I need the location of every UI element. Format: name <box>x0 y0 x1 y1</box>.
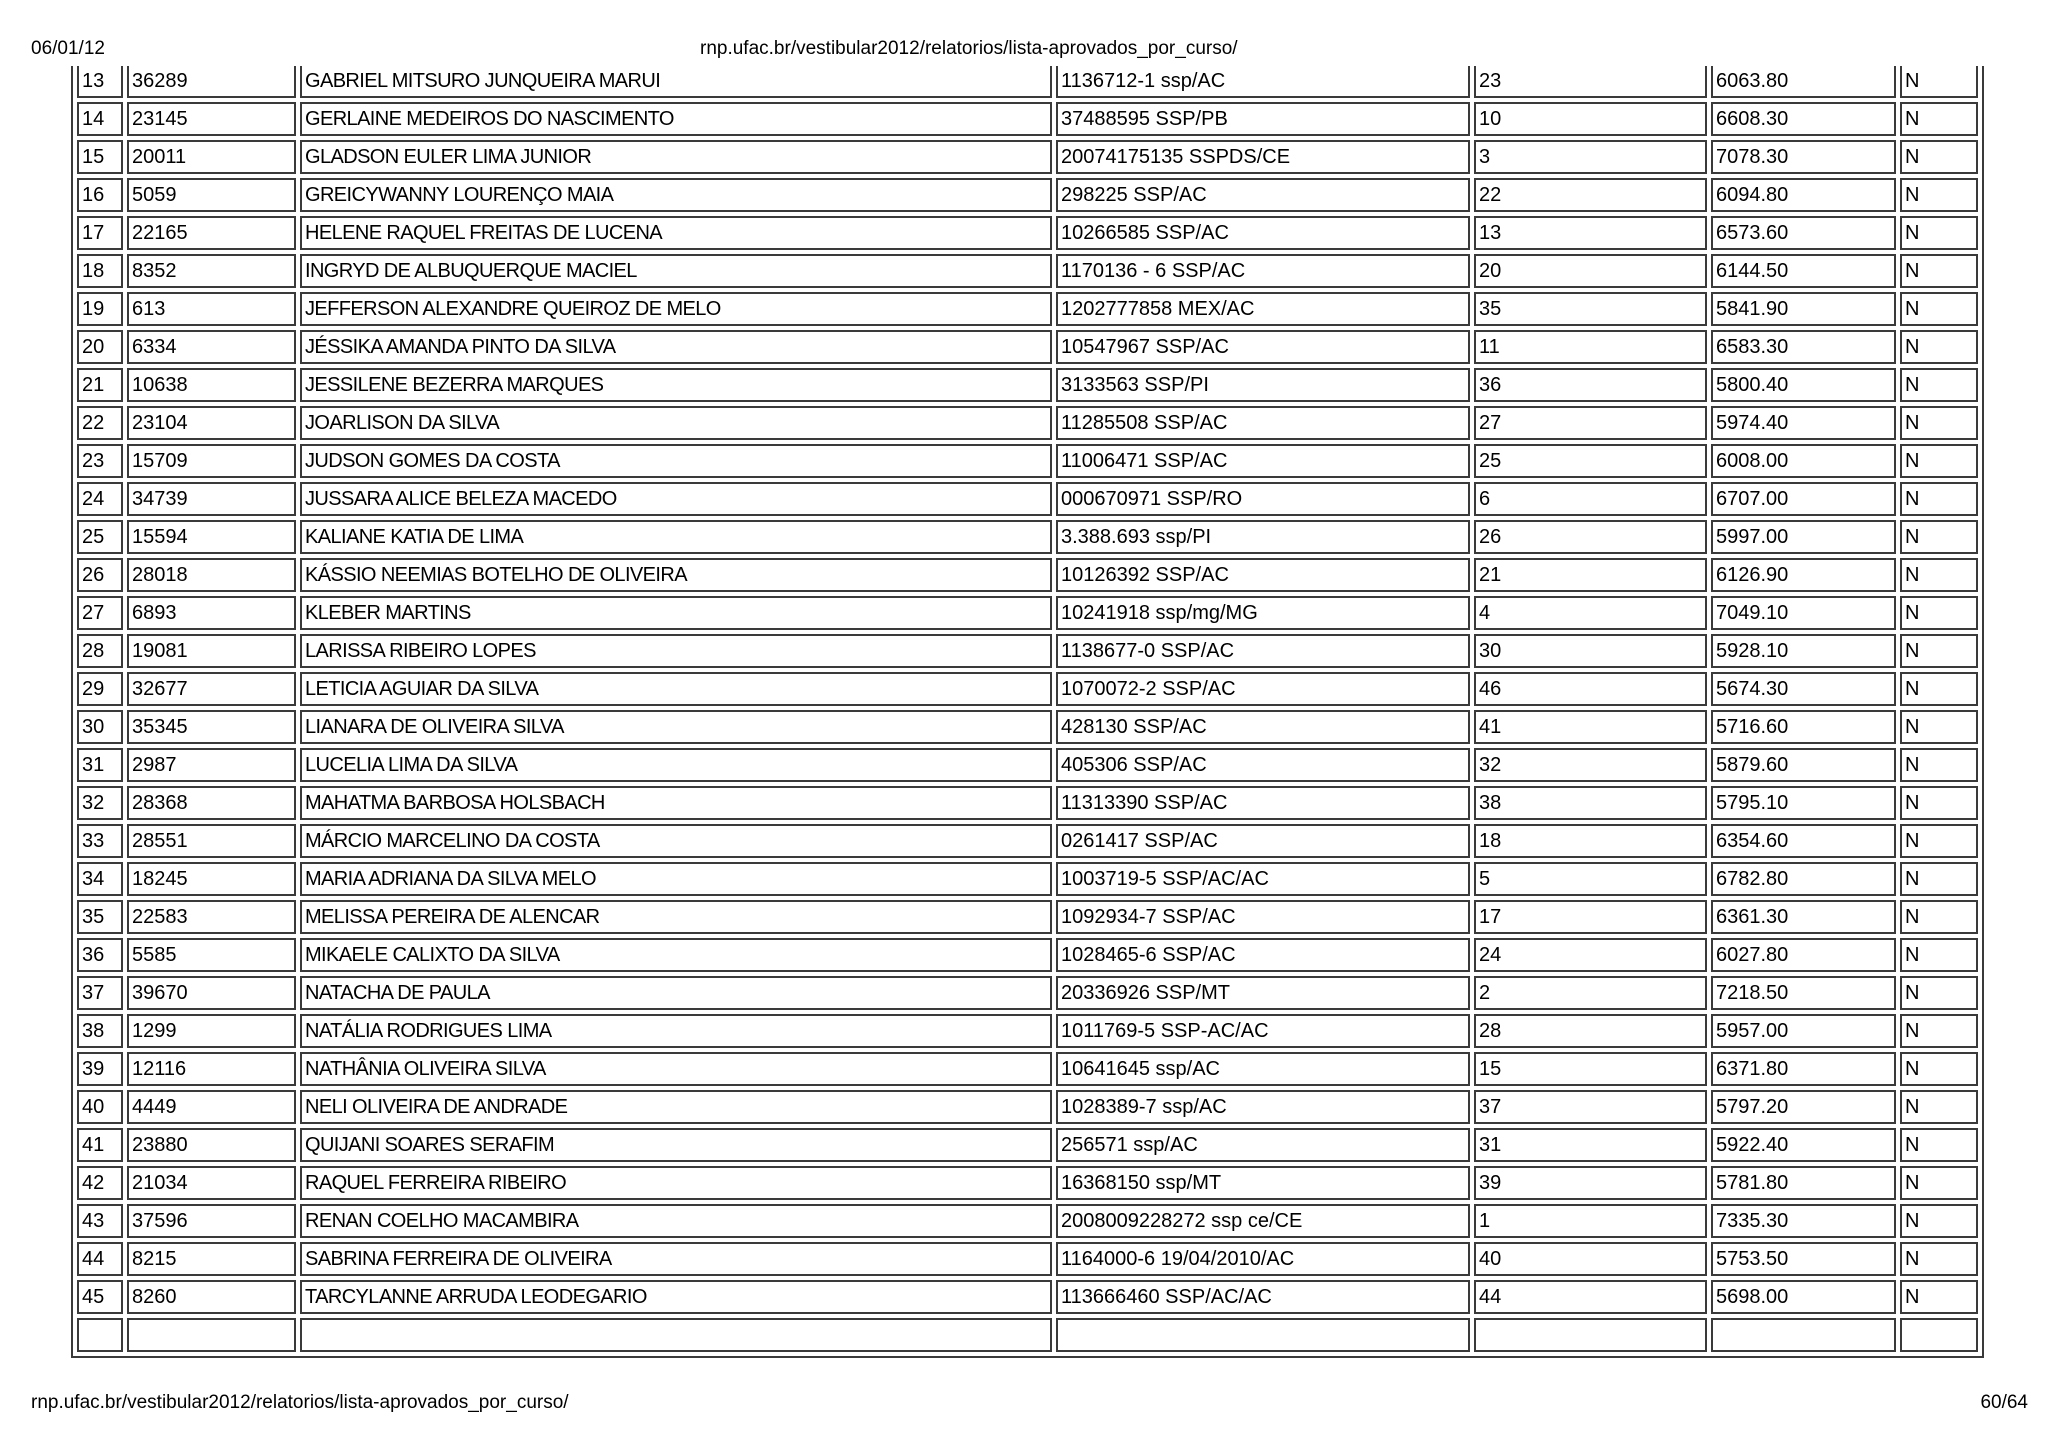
cell-registration: 18245 <box>127 862 296 896</box>
cell-document: 1003719-5 SSP/AC/AC <box>1056 862 1470 896</box>
cell-registration: 4449 <box>127 1090 296 1124</box>
cell-position: 25 <box>77 520 123 554</box>
cell-document: 428130 SSP/AC <box>1056 710 1470 744</box>
cell-position: 43 <box>77 1204 123 1238</box>
cell-position: 35 <box>77 900 123 934</box>
cell-score: 5753.50 <box>1711 1242 1896 1276</box>
cell-registration: 8260 <box>127 1280 296 1314</box>
cell-flag: N <box>1900 1166 1978 1200</box>
cell-name: MELISSA PEREIRA DE ALENCAR <box>300 900 1052 934</box>
cell-position: 44 <box>77 1242 123 1276</box>
cell-position: 30 <box>77 710 123 744</box>
cell-flag: N <box>1900 1090 1978 1124</box>
cell-position: 34 <box>77 862 123 896</box>
cell-document: 1092934-7 SSP/AC <box>1056 900 1470 934</box>
cell-score: 5781.80 <box>1711 1166 1896 1200</box>
cell-flag: N <box>1900 482 1978 516</box>
cell-flag: N <box>1900 1242 1978 1276</box>
cell-score: 6094.80 <box>1711 178 1896 212</box>
cell-position: 17 <box>77 216 123 250</box>
cell-flag: N <box>1900 710 1978 744</box>
print-date: 06/01/12 <box>31 38 105 59</box>
cell-name <box>300 1318 1052 1352</box>
cell-score: 6707.00 <box>1711 482 1896 516</box>
cell-name: HELENE RAQUEL FREITAS DE LUCENA <box>300 216 1052 250</box>
cell-flag: N <box>1900 862 1978 896</box>
cell-document: 1202777858 MEX/AC <box>1056 292 1470 326</box>
cell-flag <box>1900 1318 1978 1352</box>
cell-registration: 2987 <box>127 748 296 782</box>
cell-position: 29 <box>77 672 123 706</box>
cell-document: 1028389-7 ssp/AC <box>1056 1090 1470 1124</box>
cell-document: 16368150 ssp/MT <box>1056 1166 1470 1200</box>
header-url: rnp.ufac.br/vestibular2012/relatorios/lista-aprovados_por_curso/ <box>700 38 1238 59</box>
cell-document: 10266585 SSP/AC <box>1056 216 1470 250</box>
table-row <box>77 102 1978 136</box>
cell-position: 20 <box>77 330 123 364</box>
table-row <box>77 1090 1978 1124</box>
cell-document: 113666460 SSP/AC/AC <box>1056 1280 1470 1314</box>
cell-registration: 15594 <box>127 520 296 554</box>
cell-document: 1136712-1 ssp/AC <box>1056 66 1470 98</box>
cell-document: 20336926 SSP/MT <box>1056 976 1470 1010</box>
cell-flag: N <box>1900 406 1978 440</box>
cell-document: 2008009228272 ssp ce/CE <box>1056 1204 1470 1238</box>
cell-name: RENAN COELHO MACAMBIRA <box>300 1204 1052 1238</box>
cell-flag: N <box>1900 1014 1978 1048</box>
cell-registration: 37596 <box>127 1204 296 1238</box>
cell-name: GABRIEL MITSURO JUNQUEIRA MARUI <box>300 66 1052 98</box>
cell-rank: 44 <box>1474 1280 1707 1314</box>
cell-document: 10641645 ssp/AC <box>1056 1052 1470 1086</box>
table-row <box>77 710 1978 744</box>
cell-document: 0261417 SSP/AC <box>1056 824 1470 858</box>
cell-rank: 32 <box>1474 748 1707 782</box>
cell-score: 5797.20 <box>1711 1090 1896 1124</box>
cell-document: 37488595 SSP/PB <box>1056 102 1470 136</box>
cell-registration: 23145 <box>127 102 296 136</box>
cell-name: JÉSSIKA AMANDA PINTO DA SILVA <box>300 330 1052 364</box>
table-row <box>77 254 1978 288</box>
cell-registration: 5585 <box>127 938 296 972</box>
cell-flag: N <box>1900 748 1978 782</box>
table-row <box>77 1014 1978 1048</box>
cell-position: 24 <box>77 482 123 516</box>
cell-rank: 26 <box>1474 520 1707 554</box>
cell-name: SABRINA FERREIRA DE OLIVEIRA <box>300 1242 1052 1276</box>
table-row <box>77 1052 1978 1086</box>
cell-registration: 8215 <box>127 1242 296 1276</box>
cell-name: LETICIA AGUIAR DA SILVA <box>300 672 1052 706</box>
cell-score: 6144.50 <box>1711 254 1896 288</box>
cell-rank: 22 <box>1474 178 1707 212</box>
cell-flag: N <box>1900 140 1978 174</box>
cell-score: 7078.30 <box>1711 140 1896 174</box>
cell-name: NATÁLIA RODRIGUES LIMA <box>300 1014 1052 1048</box>
cell-registration: 22165 <box>127 216 296 250</box>
cell-rank: 1 <box>1474 1204 1707 1238</box>
cell-rank: 5 <box>1474 862 1707 896</box>
cell-score: 6782.80 <box>1711 862 1896 896</box>
cell-name: INGRYD DE ALBUQUERQUE MACIEL <box>300 254 1052 288</box>
cell-position: 23 <box>77 444 123 478</box>
cell-name: JUSSARA ALICE BELEZA MACEDO <box>300 482 1052 516</box>
cell-score: 5841.90 <box>1711 292 1896 326</box>
cell-flag: N <box>1900 368 1978 402</box>
cell-registration: 35345 <box>127 710 296 744</box>
cell-flag: N <box>1900 102 1978 136</box>
cell-position: 40 <box>77 1090 123 1124</box>
cell-score: 7049.10 <box>1711 596 1896 630</box>
table-row <box>77 824 1978 858</box>
cell-position: 28 <box>77 634 123 668</box>
cell-rank: 3 <box>1474 140 1707 174</box>
cell-rank: 27 <box>1474 406 1707 440</box>
cell-name: KÁSSIO NEEMIAS BOTELHO DE OLIVEIRA <box>300 558 1052 592</box>
cell-flag: N <box>1900 558 1978 592</box>
cell-score: 6027.80 <box>1711 938 1896 972</box>
cell-registration: 39670 <box>127 976 296 1010</box>
cell-document: 11006471 SSP/AC <box>1056 444 1470 478</box>
cell-position: 19 <box>77 292 123 326</box>
table-row <box>77 140 1978 174</box>
table-row <box>77 1166 1978 1200</box>
cell-name: MIKAELE CALIXTO DA SILVA <box>300 938 1052 972</box>
cell-flag: N <box>1900 1052 1978 1086</box>
cell-name: JEFFERSON ALEXANDRE QUEIROZ DE MELO <box>300 292 1052 326</box>
cell-document: 10547967 SSP/AC <box>1056 330 1470 364</box>
cell-position: 15 <box>77 140 123 174</box>
cell-document: 11285508 SSP/AC <box>1056 406 1470 440</box>
cell-name: GREICYWANNY LOURENÇO MAIA <box>300 178 1052 212</box>
cell-rank: 15 <box>1474 1052 1707 1086</box>
cell-registration: 12116 <box>127 1052 296 1086</box>
table-row <box>77 482 1978 516</box>
cell-score: 5795.10 <box>1711 786 1896 820</box>
cell-flag: N <box>1900 976 1978 1010</box>
cell-score: 5879.60 <box>1711 748 1896 782</box>
cell-score: 5928.10 <box>1711 634 1896 668</box>
cell-name: MARIA ADRIANA DA SILVA MELO <box>300 862 1052 896</box>
table-row <box>77 900 1978 934</box>
cell-registration: 22583 <box>127 900 296 934</box>
cell-document: 3133563 SSP/PI <box>1056 368 1470 402</box>
cell-document: 11313390 SSP/AC <box>1056 786 1470 820</box>
cell-registration: 8352 <box>127 254 296 288</box>
cell-rank: 38 <box>1474 786 1707 820</box>
cell-score <box>1711 1318 1896 1352</box>
cell-position: 38 <box>77 1014 123 1048</box>
cell-score: 5674.30 <box>1711 672 1896 706</box>
cell-name: LUCELIA LIMA DA SILVA <box>300 748 1052 782</box>
table-row <box>77 672 1978 706</box>
cell-score: 5698.00 <box>1711 1280 1896 1314</box>
cell-registration: 28018 <box>127 558 296 592</box>
cell-name: QUIJANI SOARES SERAFIM <box>300 1128 1052 1162</box>
cell-document: 405306 SSP/AC <box>1056 748 1470 782</box>
table-row <box>77 596 1978 630</box>
cell-name: GLADSON EULER LIMA JUNIOR <box>300 140 1052 174</box>
cell-position: 13 <box>77 66 123 98</box>
cell-name: JESSILENE BEZERRA MARQUES <box>300 368 1052 402</box>
cell-name: KALIANE KATIA DE LIMA <box>300 520 1052 554</box>
cell-position: 45 <box>77 1280 123 1314</box>
cell-registration: 6893 <box>127 596 296 630</box>
cell-position: 42 <box>77 1166 123 1200</box>
cell-rank: 37 <box>1474 1090 1707 1124</box>
cell-registration: 6334 <box>127 330 296 364</box>
cell-document: 10241918 ssp/mg/MG <box>1056 596 1470 630</box>
cell-name: NATHÂNIA OLIVEIRA SILVA <box>300 1052 1052 1086</box>
cell-score: 6126.90 <box>1711 558 1896 592</box>
cell-document: 1170136 - 6 SSP/AC <box>1056 254 1470 288</box>
cell-position: 39 <box>77 1052 123 1086</box>
cell-name: GERLAINE MEDEIROS DO NASCIMENTO <box>300 102 1052 136</box>
cell-rank: 18 <box>1474 824 1707 858</box>
cell-flag: N <box>1900 216 1978 250</box>
cell-document: 1138677-0 SSP/AC <box>1056 634 1470 668</box>
cell-registration: 20011 <box>127 140 296 174</box>
table-row <box>77 1204 1978 1238</box>
cell-position: 33 <box>77 824 123 858</box>
cell-flag: N <box>1900 824 1978 858</box>
cell-document: 1070072-2 SSP/AC <box>1056 672 1470 706</box>
cell-name: JUDSON GOMES DA COSTA <box>300 444 1052 478</box>
cell-registration: 19081 <box>127 634 296 668</box>
cell-rank: 13 <box>1474 216 1707 250</box>
cell-flag: N <box>1900 292 1978 326</box>
cell-registration: 36289 <box>127 66 296 98</box>
cell-name: NATACHA DE PAULA <box>300 976 1052 1010</box>
cell-rank: 25 <box>1474 444 1707 478</box>
cell-flag: N <box>1900 1128 1978 1162</box>
cell-score: 6371.80 <box>1711 1052 1896 1086</box>
cell-flag: N <box>1900 66 1978 98</box>
table-row <box>77 862 1978 896</box>
cell-registration: 28551 <box>127 824 296 858</box>
cell-registration: 34739 <box>127 482 296 516</box>
cell-rank: 36 <box>1474 368 1707 402</box>
table-row <box>77 368 1978 402</box>
cell-rank: 30 <box>1474 634 1707 668</box>
cell-score: 5716.60 <box>1711 710 1896 744</box>
cell-registration: 28368 <box>127 786 296 820</box>
cell-rank: 4 <box>1474 596 1707 630</box>
cell-rank: 20 <box>1474 254 1707 288</box>
cell-registration: 23104 <box>127 406 296 440</box>
cell-score: 5997.00 <box>1711 520 1896 554</box>
table-row <box>77 178 1978 212</box>
cell-rank: 35 <box>1474 292 1707 326</box>
cell-flag: N <box>1900 254 1978 288</box>
cell-document: 10126392 SSP/AC <box>1056 558 1470 592</box>
cell-rank: 28 <box>1474 1014 1707 1048</box>
cell-registration: 613 <box>127 292 296 326</box>
cell-name: RAQUEL FERREIRA RIBEIRO <box>300 1166 1052 1200</box>
cell-name: MÁRCIO MARCELINO DA COSTA <box>300 824 1052 858</box>
cell-rank: 23 <box>1474 66 1707 98</box>
cell-registration: 23880 <box>127 1128 296 1162</box>
cell-rank: 2 <box>1474 976 1707 1010</box>
cell-name: LIANARA DE OLIVEIRA SILVA <box>300 710 1052 744</box>
cell-rank: 24 <box>1474 938 1707 972</box>
table-row <box>77 938 1978 972</box>
cell-document: 3.388.693 ssp/PI <box>1056 520 1470 554</box>
cell-position: 18 <box>77 254 123 288</box>
table-row <box>77 558 1978 592</box>
cell-score: 5974.40 <box>1711 406 1896 440</box>
cell-rank: 21 <box>1474 558 1707 592</box>
cell-rank <box>1474 1318 1707 1352</box>
cell-rank: 46 <box>1474 672 1707 706</box>
cell-name: JOARLISON DA SILVA <box>300 406 1052 440</box>
cell-document <box>1056 1318 1470 1352</box>
table-body <box>77 66 1978 1352</box>
table-row <box>77 1242 1978 1276</box>
table-row <box>77 66 1978 98</box>
cell-flag: N <box>1900 900 1978 934</box>
cell-position: 26 <box>77 558 123 592</box>
cell-flag: N <box>1900 520 1978 554</box>
approved-list-table <box>71 66 1984 1358</box>
cell-rank: 17 <box>1474 900 1707 934</box>
cell-name: LARISSA RIBEIRO LOPES <box>300 634 1052 668</box>
table-row <box>77 1318 1978 1352</box>
cell-document: 256571 ssp/AC <box>1056 1128 1470 1162</box>
cell-document: 1164000-6 19/04/2010/AC <box>1056 1242 1470 1276</box>
cell-score: 6573.60 <box>1711 216 1896 250</box>
table-row <box>77 406 1978 440</box>
cell-position: 31 <box>77 748 123 782</box>
cell-score: 6608.30 <box>1711 102 1896 136</box>
cell-registration: 5059 <box>127 178 296 212</box>
cell-position: 27 <box>77 596 123 630</box>
cell-flag: N <box>1900 672 1978 706</box>
cell-position: 37 <box>77 976 123 1010</box>
cell-position: 21 <box>77 368 123 402</box>
cell-registration: 32677 <box>127 672 296 706</box>
cell-registration <box>127 1318 296 1352</box>
cell-flag: N <box>1900 1280 1978 1314</box>
cell-flag: N <box>1900 596 1978 630</box>
cell-flag: N <box>1900 178 1978 212</box>
cell-score: 6361.30 <box>1711 900 1896 934</box>
cell-score: 6063.80 <box>1711 66 1896 98</box>
cell-registration: 15709 <box>127 444 296 478</box>
table-row <box>77 330 1978 364</box>
cell-position: 22 <box>77 406 123 440</box>
table-row <box>77 444 1978 478</box>
cell-score: 5800.40 <box>1711 368 1896 402</box>
cell-score: 7218.50 <box>1711 976 1896 1010</box>
cell-rank: 41 <box>1474 710 1707 744</box>
cell-flag: N <box>1900 330 1978 364</box>
cell-score: 6354.60 <box>1711 824 1896 858</box>
cell-rank: 39 <box>1474 1166 1707 1200</box>
cell-document: 298225 SSP/AC <box>1056 178 1470 212</box>
table-row <box>77 786 1978 820</box>
cell-name: TARCYLANNE ARRUDA LEODEGARIO <box>300 1280 1052 1314</box>
cell-position: 36 <box>77 938 123 972</box>
cell-position <box>77 1318 123 1352</box>
cell-document: 1011769-5 SSP-AC/AC <box>1056 1014 1470 1048</box>
cell-name: KLEBER MARTINS <box>300 596 1052 630</box>
cell-position: 16 <box>77 178 123 212</box>
cell-flag: N <box>1900 634 1978 668</box>
cell-document: 1028465-6 SSP/AC <box>1056 938 1470 972</box>
cell-rank: 10 <box>1474 102 1707 136</box>
cell-rank: 6 <box>1474 482 1707 516</box>
cell-registration: 1299 <box>127 1014 296 1048</box>
approved-list-table-wrapper <box>71 66 1984 1380</box>
cell-document: 20074175135 SSPDS/CE <box>1056 140 1470 174</box>
cell-flag: N <box>1900 444 1978 478</box>
footer-url: rnp.ufac.br/vestibular2012/relatorios/lista-aprovados_por_curso/ <box>31 1392 569 1413</box>
cell-flag: N <box>1900 1204 1978 1238</box>
cell-position: 32 <box>77 786 123 820</box>
cell-rank: 31 <box>1474 1128 1707 1162</box>
page-number: 60/64 <box>1980 1392 2028 1413</box>
cell-score: 5957.00 <box>1711 1014 1896 1048</box>
cell-rank: 11 <box>1474 330 1707 364</box>
table-row <box>77 634 1978 668</box>
table-row <box>77 292 1978 326</box>
cell-score: 6583.30 <box>1711 330 1896 364</box>
cell-registration: 10638 <box>127 368 296 402</box>
cell-position: 14 <box>77 102 123 136</box>
cell-name: MAHATMA BARBOSA HOLSBACH <box>300 786 1052 820</box>
table-row <box>77 976 1978 1010</box>
cell-registration: 21034 <box>127 1166 296 1200</box>
table-row <box>77 748 1978 782</box>
table-row <box>77 1280 1978 1314</box>
table-row <box>77 216 1978 250</box>
table-row <box>77 520 1978 554</box>
cell-document: 000670971 SSP/RO <box>1056 482 1470 516</box>
cell-score: 7335.30 <box>1711 1204 1896 1238</box>
cell-position: 41 <box>77 1128 123 1162</box>
cell-rank: 40 <box>1474 1242 1707 1276</box>
cell-score: 6008.00 <box>1711 444 1896 478</box>
cell-flag: N <box>1900 938 1978 972</box>
cell-name: NELI OLIVEIRA DE ANDRADE <box>300 1090 1052 1124</box>
table-row <box>77 1128 1978 1162</box>
cell-score: 5922.40 <box>1711 1128 1896 1162</box>
cell-flag: N <box>1900 786 1978 820</box>
